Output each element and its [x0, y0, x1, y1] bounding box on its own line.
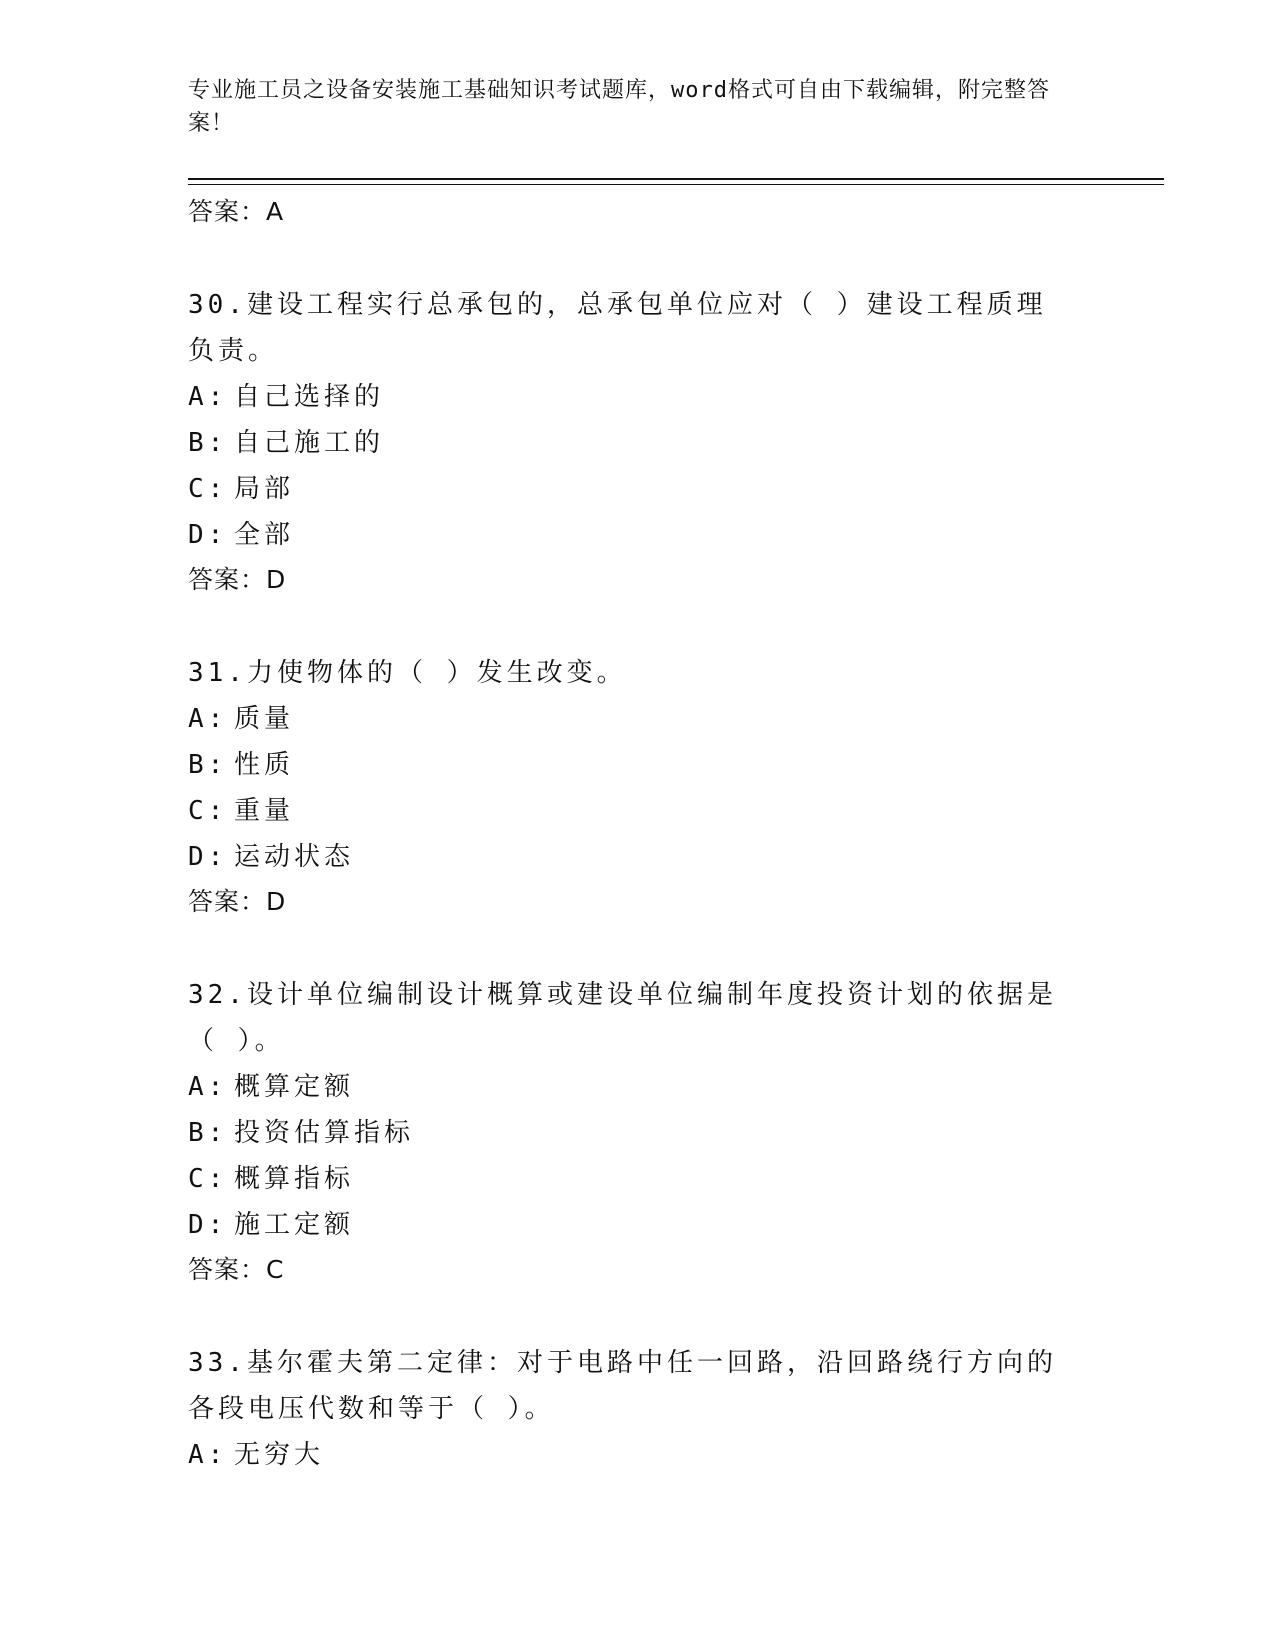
option-letter: A:	[188, 382, 228, 412]
previous-answer: 答案：A	[188, 197, 285, 226]
option-text: 投资估算指标	[234, 1118, 415, 1148]
option-text: 局部	[234, 474, 295, 504]
question-31	[188, 650, 1088, 924]
option-letter: C:	[188, 474, 228, 504]
option-text: 概算定额	[234, 1072, 355, 1102]
option-a	[188, 696, 1088, 742]
option-c	[188, 466, 1088, 512]
option-c	[188, 1156, 1088, 1202]
answer-label: 答案：C	[188, 1255, 285, 1284]
option-text: 无穷大	[234, 1440, 325, 1470]
option-text: 自己施工的	[234, 428, 385, 458]
option-text: 性质	[234, 750, 295, 780]
option-d	[188, 834, 1088, 880]
option-letter: A:	[188, 704, 228, 734]
option-a	[188, 1064, 1088, 1110]
answer-label: 答案：D	[188, 565, 287, 594]
option-letter: B:	[188, 750, 228, 780]
option-text: 重量	[234, 796, 295, 826]
question-stem: 31.力使物体的（ ）发生改变。	[188, 658, 627, 688]
question-stem: 30.建设工程实行总承包的，总承包单位应对（ ）建设工程质理负责。	[188, 290, 1047, 366]
option-text: 施工定额	[234, 1210, 355, 1240]
option-letter: D:	[188, 1210, 228, 1240]
option-letter: B:	[188, 428, 228, 458]
option-d	[188, 512, 1088, 558]
option-c	[188, 788, 1088, 834]
option-letter: A:	[188, 1072, 228, 1102]
option-text: 运动状态	[234, 842, 355, 872]
answer-label: 答案：D	[188, 887, 287, 916]
option-text: 全部	[234, 520, 295, 550]
option-b	[188, 1110, 1088, 1156]
option-text: 质量	[234, 704, 295, 734]
option-letter: C:	[188, 796, 228, 826]
option-b	[188, 742, 1088, 788]
question-30	[188, 282, 1088, 602]
header-divider-thin	[188, 184, 1164, 185]
option-b	[188, 420, 1088, 466]
option-letter: B:	[188, 1118, 228, 1148]
question-33	[188, 1340, 1088, 1478]
option-a	[188, 1432, 1088, 1478]
option-text: 概算指标	[234, 1164, 355, 1194]
option-letter: C:	[188, 1164, 228, 1194]
document-header: 专业施工员之设备安装施工基础知识考试题库，word格式可自由下载编辑，附完整答案！	[188, 78, 1050, 136]
option-letter: A:	[188, 1440, 228, 1470]
question-stem: 32.设计单位编制设计概算或建设单位编制年度投资计划的依据是（ ）。	[188, 980, 1057, 1056]
question-list	[188, 190, 1088, 1478]
option-d	[188, 1202, 1088, 1248]
question-stem: 33.基尔霍夫第二定律：对于电路中任一回路，沿回路绕行方向的各段电压代数和等于（ ）。	[188, 1348, 1057, 1424]
option-text: 自己选择的	[234, 382, 385, 412]
question-32	[188, 972, 1088, 1292]
header-divider	[188, 178, 1164, 180]
option-a	[188, 374, 1088, 420]
option-letter: D:	[188, 520, 228, 550]
option-letter: D:	[188, 842, 228, 872]
